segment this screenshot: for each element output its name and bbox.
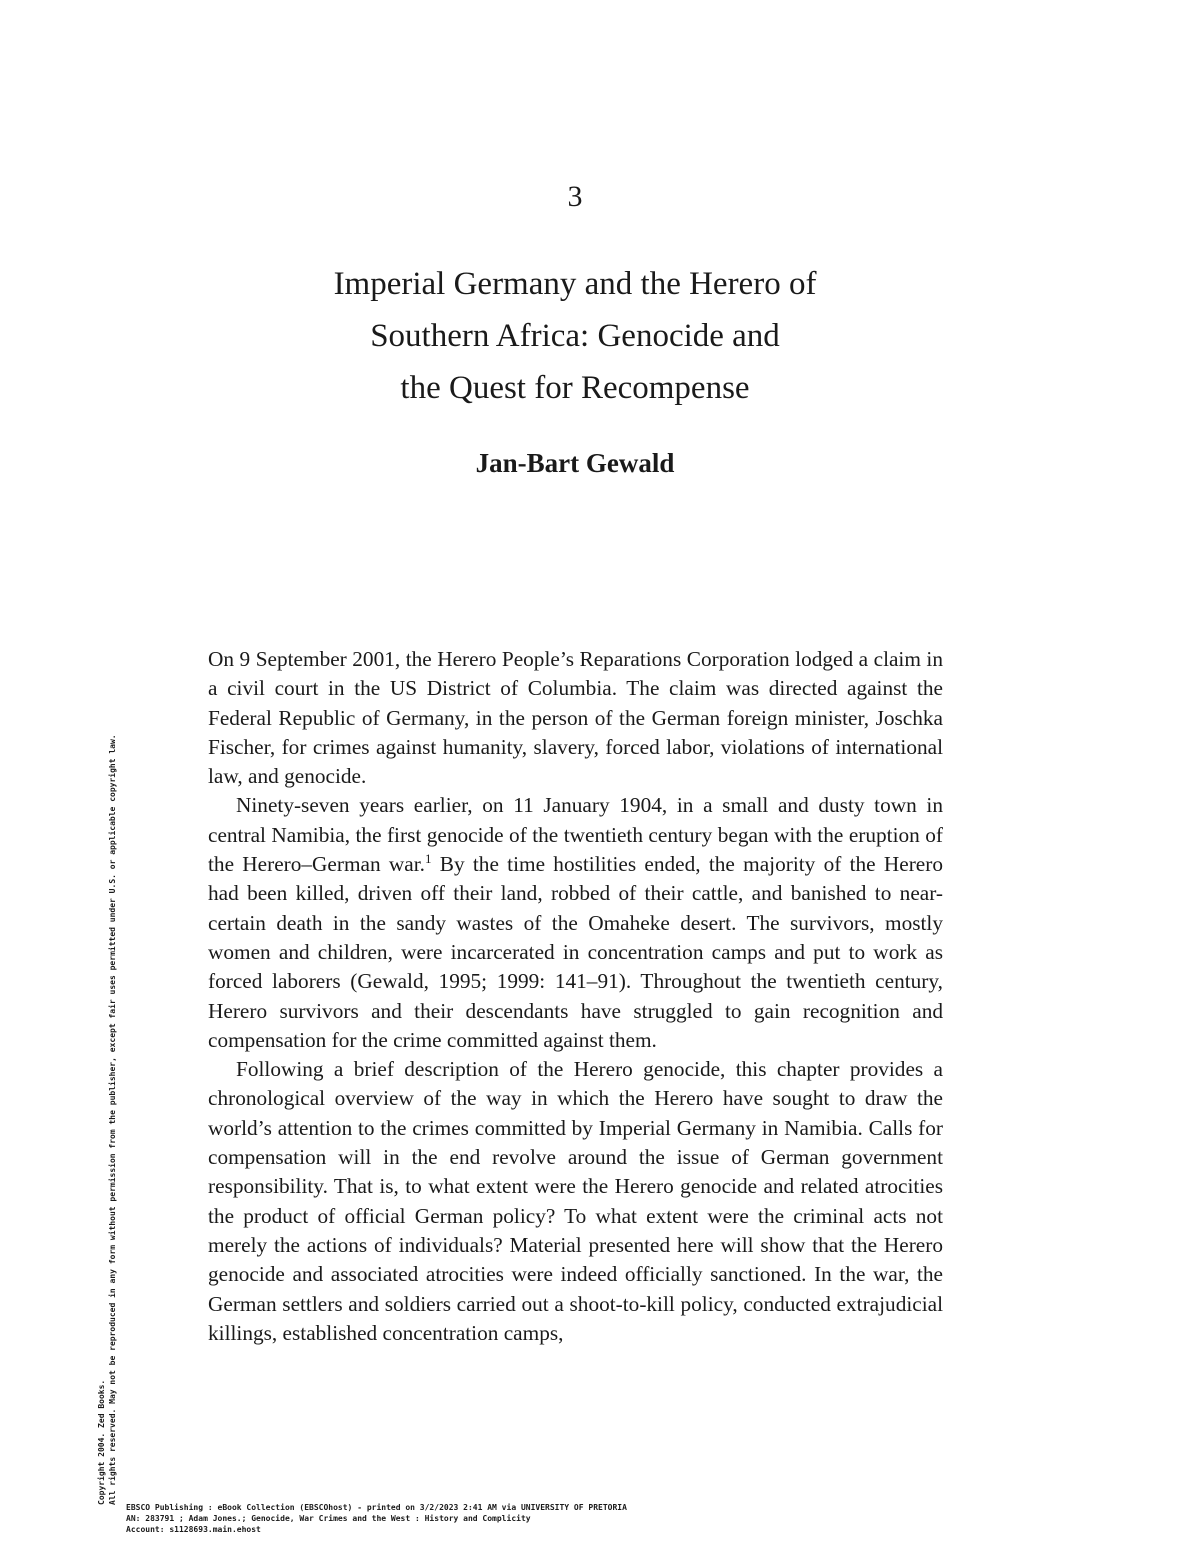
chapter-title-line: Southern Africa: Genocide and <box>370 318 780 354</box>
copyright-notice <box>96 515 118 1505</box>
body-paragraph-1: On 9 September 2001, the Herero People’s Reparations Corporation lodged a claim in a civil court in the US District of Columbia. The claim was directed against the Federal Republic of Germany, in the person of the German foreign minister, Joschka Fischer, for crimes against humanity, slavery, forced labor, violations of international law, and genocide. <box>208 647 943 789</box>
paragraph-2-text-end: By the time hostilities ended, the majority of the Herero had been killed, driven off their land, robbed of their cattle, and banished to near-certain death in the sandy wastes of the Omaheke desert. The survivors, mostly women and children, were incarcerated in concentration camps and put to work as forced laborers (Gewald, 1995; 1999: 141–91). Throughout the twentieth century, Herero survivors and their descendants have struggled to gain recognition and compensation for the crime committed against them. <box>208 852 943 1052</box>
chapter-title <box>150 258 1000 414</box>
chapter-title-line: Imperial Germany and the Herero of <box>333 266 817 302</box>
footnote-reference[interactable]: 1 <box>425 850 432 866</box>
footer-line: AN: 283791 ; Adam Jones.; Genocide, War Crimes and the West : History and Complicity <box>126 1514 531 1523</box>
chapter-author: Jan-Bart Gewald <box>475 448 675 478</box>
footer-line: Account: s1128693.main.ehost <box>126 1525 261 1534</box>
chapter-number: 3 <box>567 180 583 213</box>
body-paragraph-2 <box>208 791 943 1055</box>
copyright-line: Copyright 2004. Zed Books. <box>97 1379 106 1505</box>
chapter-body <box>208 645 943 1348</box>
copyright-line: All rights reserved. May not be reproduced in any form without permission from the publisher, except fair uses permitted under U.S. or applicable copyright law. <box>108 734 117 1505</box>
print-footer <box>126 1502 627 1535</box>
body-paragraph-3: Following a brief description of the Herero genocide, this chapter provides a chronological overview of the way in which the Herero have sought to draw the world’s attention to the crimes committed by Imperial Germany in Namibia. Calls for compensation will in the end revolve around the issue of German government responsibility. That is, to what extent were the Herero genocide and related atrocities the product of official German policy? To what extent were the criminal acts not merely the actions of individuals? Material presented here will show that the Herero genocide and associated atrocities were indeed officially sanctioned. In the war, the German settlers and soldiers carried out a shoot-to-kill policy, conducted extrajudicial killings, established concentration camps, <box>208 1057 943 1345</box>
chapter-title-line: the Quest for Recompense <box>400 370 750 406</box>
footer-line: EBSCO Publishing : eBook Collection (EBSCOhost) - printed on 3/2/2023 2:41 AM via UNIVERSITY OF PRETORIA <box>126 1503 627 1512</box>
paragraph-2-text-start: Ninety-seven years earlier, on 11 January 1904, in a small and dusty town in central Namibia, the first genocide of the twentieth century began with the eruption of the Herero–German war. <box>208 793 943 877</box>
